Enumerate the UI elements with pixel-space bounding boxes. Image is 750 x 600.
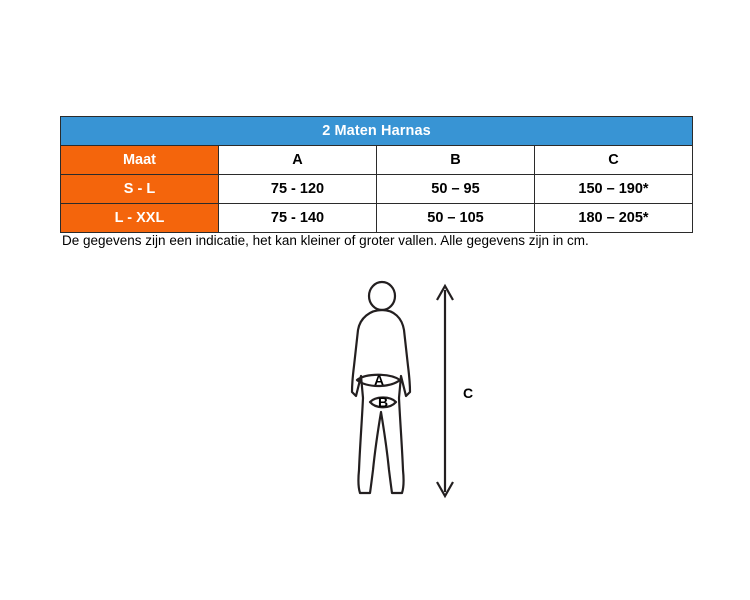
cell-l-xxl-a: 75 - 140	[219, 204, 377, 233]
table-header-row	[61, 146, 693, 175]
header-cell-b: B	[377, 146, 535, 175]
cell-s-l-a: 75 - 120	[219, 175, 377, 204]
cell-l-xxl-b: 50 – 105	[377, 204, 535, 233]
height-arrow-icon	[437, 286, 453, 496]
table-title: 2 Maten Harnas	[61, 117, 693, 146]
figure-label-a: A	[373, 372, 385, 388]
header-cell-a: A	[219, 146, 377, 175]
table-row	[61, 204, 693, 233]
header-cell-maat: Maat	[61, 146, 219, 175]
figure-label-b: B	[377, 394, 389, 410]
row-label-s-l: S - L	[61, 175, 219, 204]
table-row	[61, 175, 693, 204]
row-label-l-xxl: L - XXL	[61, 204, 219, 233]
cell-l-xxl-c: 180 – 205*	[535, 204, 693, 233]
figure-label-c: C	[462, 385, 474, 401]
size-table	[60, 116, 693, 233]
size-table-container	[60, 116, 693, 233]
header-cell-c: C	[535, 146, 693, 175]
cell-s-l-b: 50 – 95	[377, 175, 535, 204]
body-measurement-figure	[330, 280, 490, 525]
cell-s-l-c: 150 – 190*	[535, 175, 693, 204]
table-note: De gegevens zijn een indicatie, het kan kleiner of groter vallen. Alle gegevens zijn in cm.	[62, 233, 589, 248]
table-title-row	[61, 117, 693, 146]
